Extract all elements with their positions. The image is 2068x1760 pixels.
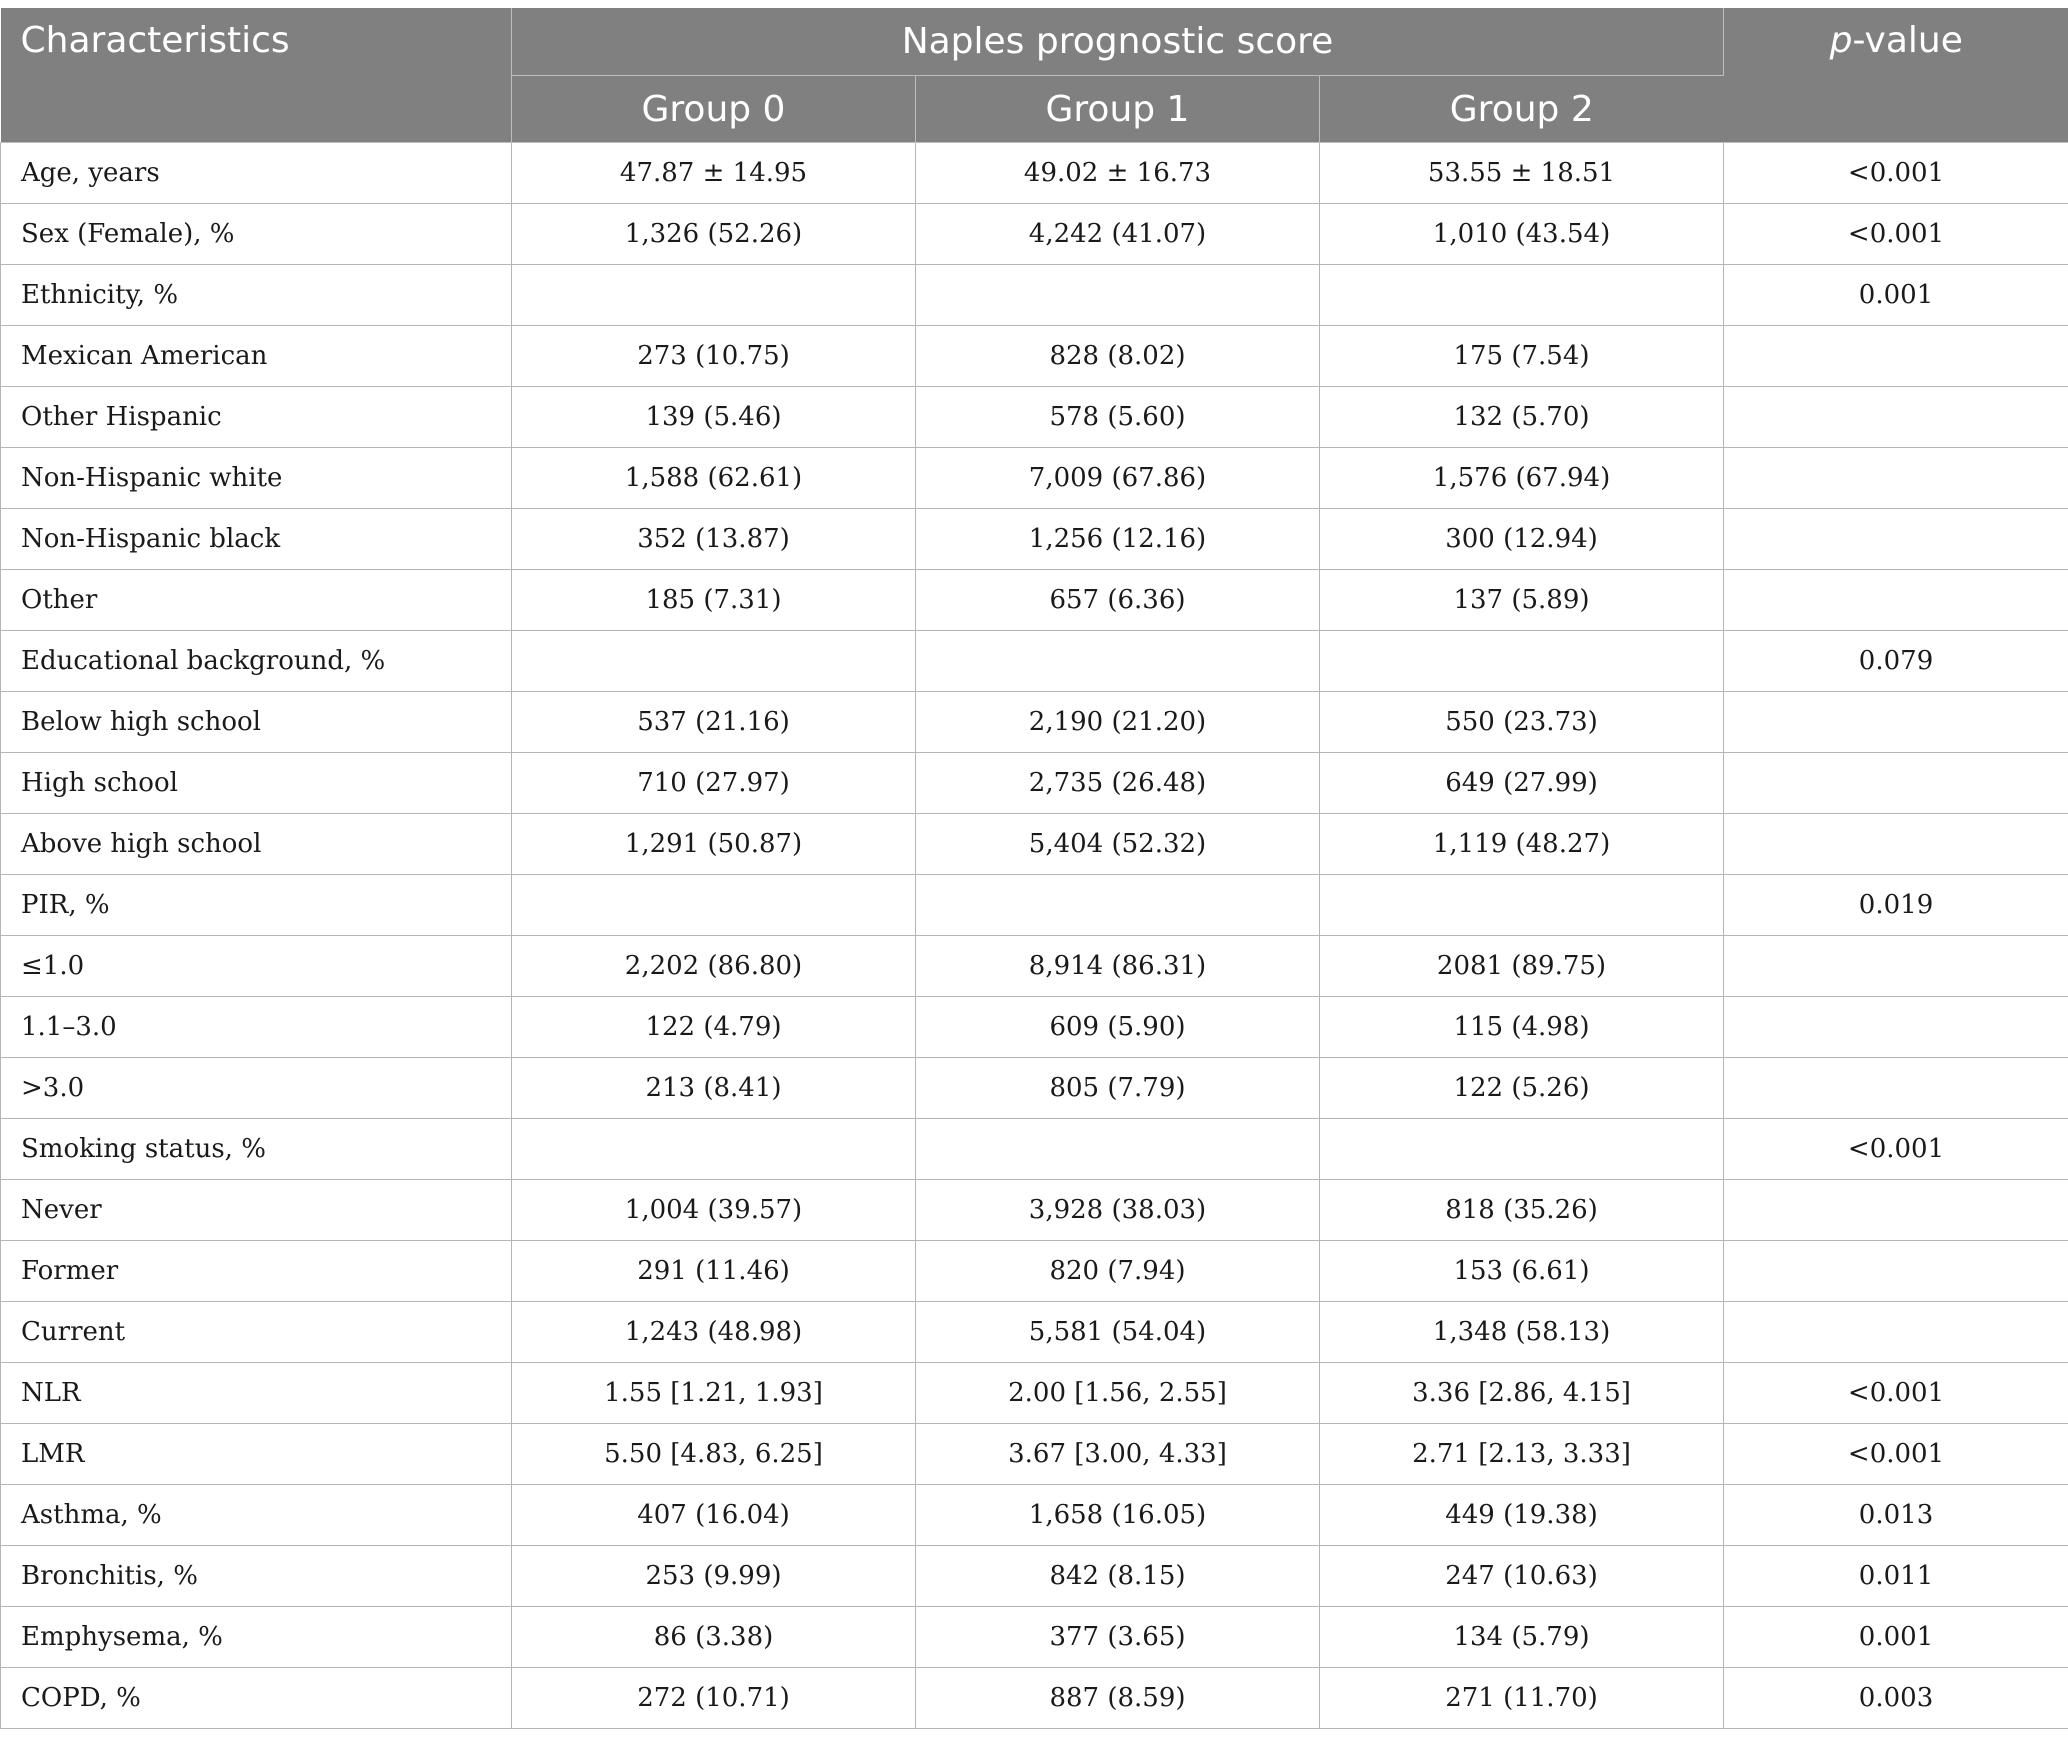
table-row xyxy=(1,509,2068,570)
group-2-cell: 3.36 [2.86, 4.15] xyxy=(1320,1363,1724,1424)
table-row xyxy=(1,936,2068,997)
row-label-cell: Asthma, % xyxy=(1,1485,512,1546)
p-value-cell: 0.019 xyxy=(1724,875,2068,936)
row-label-cell: Age, years xyxy=(1,143,512,204)
group-0-cell: 407 (16.04) xyxy=(512,1485,916,1546)
table-body xyxy=(1,143,2068,1729)
header-group-2: Group 2 xyxy=(1320,76,1724,143)
p-value-cell: <0.001 xyxy=(1724,1363,2068,1424)
row-label-cell: Never xyxy=(1,1180,512,1241)
header-group-0: Group 0 xyxy=(512,76,916,143)
group-0-cell: 86 (3.38) xyxy=(512,1607,916,1668)
row-label-cell: High school xyxy=(1,753,512,814)
group-1-cell: 805 (7.79) xyxy=(916,1058,1320,1119)
group-0-cell: 272 (10.71) xyxy=(512,1668,916,1729)
table-row xyxy=(1,631,2068,692)
group-1-cell: 1,658 (16.05) xyxy=(916,1485,1320,1546)
group-1-cell: 3.67 [3.00, 4.33] xyxy=(916,1424,1320,1485)
group-0-cell: 139 (5.46) xyxy=(512,387,916,448)
group-1-cell: 8,914 (86.31) xyxy=(916,936,1320,997)
group-0-cell xyxy=(512,1119,916,1180)
table-row xyxy=(1,1424,2068,1485)
row-label-cell: ≤1.0 xyxy=(1,936,512,997)
group-0-cell: 213 (8.41) xyxy=(512,1058,916,1119)
table-row xyxy=(1,1607,2068,1668)
p-value-cell xyxy=(1724,448,2068,509)
table-row xyxy=(1,997,2068,1058)
table-row xyxy=(1,448,2068,509)
table-row xyxy=(1,143,2068,204)
table-row xyxy=(1,1485,2068,1546)
table-row xyxy=(1,1302,2068,1363)
group-1-cell: 5,404 (52.32) xyxy=(916,814,1320,875)
row-label-cell: LMR xyxy=(1,1424,512,1485)
table-row xyxy=(1,1180,2068,1241)
p-value-cell xyxy=(1724,936,2068,997)
row-label-cell: Former xyxy=(1,1241,512,1302)
group-1-cell: 887 (8.59) xyxy=(916,1668,1320,1729)
group-2-cell: 137 (5.89) xyxy=(1320,570,1724,631)
group-2-cell xyxy=(1320,265,1724,326)
p-value-cell: 0.079 xyxy=(1724,631,2068,692)
p-value-cell xyxy=(1724,997,2068,1058)
row-label-cell: Sex (Female), % xyxy=(1,204,512,265)
table-row xyxy=(1,1668,2068,1729)
group-2-cell: 2081 (89.75) xyxy=(1320,936,1724,997)
table-header xyxy=(1,8,2068,143)
header-p-value xyxy=(1724,8,2068,143)
group-1-cell xyxy=(916,265,1320,326)
group-1-cell: 4,242 (41.07) xyxy=(916,204,1320,265)
table-row xyxy=(1,265,2068,326)
header-p-value-suffix: -value xyxy=(1852,20,1963,61)
header-characteristics: Characteristics xyxy=(1,8,512,143)
p-value-cell xyxy=(1724,570,2068,631)
group-1-cell: 828 (8.02) xyxy=(916,326,1320,387)
group-0-cell: 1,291 (50.87) xyxy=(512,814,916,875)
group-0-cell: 710 (27.97) xyxy=(512,753,916,814)
group-1-cell: 609 (5.90) xyxy=(916,997,1320,1058)
group-1-cell: 7,009 (67.86) xyxy=(916,448,1320,509)
row-label-cell: >3.0 xyxy=(1,1058,512,1119)
group-2-cell: 271 (11.70) xyxy=(1320,1668,1724,1729)
group-2-cell xyxy=(1320,875,1724,936)
p-value-cell: 0.003 xyxy=(1724,1668,2068,1729)
group-1-cell: 5,581 (54.04) xyxy=(916,1302,1320,1363)
header-p-value-italic: p xyxy=(1829,20,1853,61)
table-row xyxy=(1,1241,2068,1302)
group-2-cell: 1,576 (67.94) xyxy=(1320,448,1724,509)
row-label-cell: COPD, % xyxy=(1,1668,512,1729)
group-1-cell: 1,256 (12.16) xyxy=(916,509,1320,570)
group-0-cell xyxy=(512,631,916,692)
group-2-cell: 449 (19.38) xyxy=(1320,1485,1724,1546)
group-1-cell: 3,928 (38.03) xyxy=(916,1180,1320,1241)
row-label-cell: Non-Hispanic black xyxy=(1,509,512,570)
row-label-cell: Smoking status, % xyxy=(1,1119,512,1180)
table-container xyxy=(0,8,2068,1729)
group-1-cell xyxy=(916,1119,1320,1180)
table-row xyxy=(1,692,2068,753)
group-2-cell: 1,010 (43.54) xyxy=(1320,204,1724,265)
table-row xyxy=(1,570,2068,631)
table-row xyxy=(1,814,2068,875)
group-2-cell: 1,348 (58.13) xyxy=(1320,1302,1724,1363)
p-value-cell: <0.001 xyxy=(1724,1119,2068,1180)
group-2-cell: 132 (5.70) xyxy=(1320,387,1724,448)
p-value-cell: 0.001 xyxy=(1724,265,2068,326)
p-value-cell xyxy=(1724,1302,2068,1363)
group-1-cell xyxy=(916,631,1320,692)
group-2-cell xyxy=(1320,1119,1724,1180)
p-value-cell xyxy=(1724,814,2068,875)
p-value-cell xyxy=(1724,692,2068,753)
p-value-cell xyxy=(1724,1180,2068,1241)
group-0-cell: 1.55 [1.21, 1.93] xyxy=(512,1363,916,1424)
group-0-cell: 291 (11.46) xyxy=(512,1241,916,1302)
row-label-cell: Emphysema, % xyxy=(1,1607,512,1668)
p-value-cell: <0.001 xyxy=(1724,1424,2068,1485)
p-value-cell: <0.001 xyxy=(1724,143,2068,204)
row-label-cell: Other Hispanic xyxy=(1,387,512,448)
group-0-cell: 5.50 [4.83, 6.25] xyxy=(512,1424,916,1485)
group-0-cell: 1,326 (52.26) xyxy=(512,204,916,265)
group-0-cell: 352 (13.87) xyxy=(512,509,916,570)
row-label-cell: Bronchitis, % xyxy=(1,1546,512,1607)
header-naples-prognostic-score: Naples prognostic score xyxy=(512,8,1724,76)
table-row xyxy=(1,1119,2068,1180)
table-row xyxy=(1,875,2068,936)
table-row xyxy=(1,387,2068,448)
group-2-cell xyxy=(1320,631,1724,692)
row-label-cell: Mexican American xyxy=(1,326,512,387)
p-value-cell: 0.013 xyxy=(1724,1485,2068,1546)
p-value-cell xyxy=(1724,753,2068,814)
group-0-cell: 1,004 (39.57) xyxy=(512,1180,916,1241)
group-0-cell: 122 (4.79) xyxy=(512,997,916,1058)
group-2-cell: 153 (6.61) xyxy=(1320,1241,1724,1302)
group-0-cell: 537 (21.16) xyxy=(512,692,916,753)
table-row xyxy=(1,1546,2068,1607)
group-1-cell: 2,735 (26.48) xyxy=(916,753,1320,814)
row-label-cell: PIR, % xyxy=(1,875,512,936)
header-group-1: Group 1 xyxy=(916,76,1320,143)
characteristics-table xyxy=(0,8,2068,1729)
row-label-cell: Ethnicity, % xyxy=(1,265,512,326)
group-0-cell: 185 (7.31) xyxy=(512,570,916,631)
group-2-cell: 2.71 [2.13, 3.33] xyxy=(1320,1424,1724,1485)
group-2-cell: 818 (35.26) xyxy=(1320,1180,1724,1241)
group-0-cell: 2,202 (86.80) xyxy=(512,936,916,997)
p-value-cell: <0.001 xyxy=(1724,204,2068,265)
table-row xyxy=(1,326,2068,387)
table-row xyxy=(1,1363,2068,1424)
table-row xyxy=(1,753,2068,814)
group-1-cell: 49.02 ± 16.73 xyxy=(916,143,1320,204)
group-2-cell: 53.55 ± 18.51 xyxy=(1320,143,1724,204)
p-value-cell xyxy=(1724,387,2068,448)
group-2-cell: 649 (27.99) xyxy=(1320,753,1724,814)
group-2-cell: 300 (12.94) xyxy=(1320,509,1724,570)
row-label-cell: Educational background, % xyxy=(1,631,512,692)
group-2-cell: 115 (4.98) xyxy=(1320,997,1724,1058)
group-2-cell: 122 (5.26) xyxy=(1320,1058,1724,1119)
group-0-cell: 273 (10.75) xyxy=(512,326,916,387)
p-value-cell xyxy=(1724,1241,2068,1302)
row-label-cell: Other xyxy=(1,570,512,631)
group-1-cell: 2,190 (21.20) xyxy=(916,692,1320,753)
group-0-cell: 47.87 ± 14.95 xyxy=(512,143,916,204)
row-label-cell: Above high school xyxy=(1,814,512,875)
table-row xyxy=(1,1058,2068,1119)
group-2-cell: 134 (5.79) xyxy=(1320,1607,1724,1668)
group-1-cell: 578 (5.60) xyxy=(916,387,1320,448)
group-1-cell: 842 (8.15) xyxy=(916,1546,1320,1607)
row-label-cell: Current xyxy=(1,1302,512,1363)
p-value-cell xyxy=(1724,509,2068,570)
group-2-cell: 175 (7.54) xyxy=(1320,326,1724,387)
group-1-cell: 377 (3.65) xyxy=(916,1607,1320,1668)
group-1-cell: 2.00 [1.56, 2.55] xyxy=(916,1363,1320,1424)
group-2-cell: 247 (10.63) xyxy=(1320,1546,1724,1607)
table-row xyxy=(1,204,2068,265)
group-0-cell xyxy=(512,875,916,936)
p-value-cell xyxy=(1724,1058,2068,1119)
group-0-cell: 1,588 (62.61) xyxy=(512,448,916,509)
group-1-cell xyxy=(916,875,1320,936)
row-label-cell: Below high school xyxy=(1,692,512,753)
row-label-cell: NLR xyxy=(1,1363,512,1424)
group-2-cell: 1,119 (48.27) xyxy=(1320,814,1724,875)
group-1-cell: 820 (7.94) xyxy=(916,1241,1320,1302)
group-2-cell: 550 (23.73) xyxy=(1320,692,1724,753)
group-0-cell: 253 (9.99) xyxy=(512,1546,916,1607)
group-0-cell: 1,243 (48.98) xyxy=(512,1302,916,1363)
p-value-cell xyxy=(1724,326,2068,387)
group-0-cell xyxy=(512,265,916,326)
group-1-cell: 657 (6.36) xyxy=(916,570,1320,631)
p-value-cell: 0.001 xyxy=(1724,1607,2068,1668)
row-label-cell: Non-Hispanic white xyxy=(1,448,512,509)
row-label-cell: 1.1–3.0 xyxy=(1,997,512,1058)
p-value-cell: 0.011 xyxy=(1724,1546,2068,1607)
